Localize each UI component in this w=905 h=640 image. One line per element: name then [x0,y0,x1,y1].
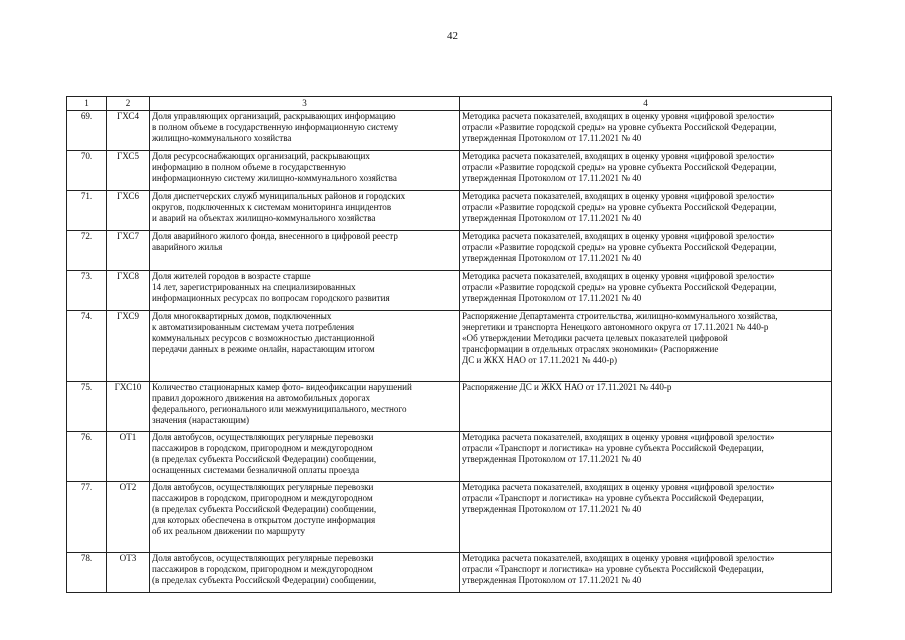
description-line: коммунальных ресурсов с возможностью дистанционной [152,333,375,344]
description-line: для которых обеспечена в открытом доступе информация [152,515,376,526]
methodology-line: отрасли «Транспорт и логистика» на уровне субъекта Российской Федерации, [462,564,764,575]
description-line: пассажиров в городском, пригородном и междугородном [152,443,373,454]
description-line: Доля многоквартирных домов, подключенных [152,311,332,321]
methodology-line: Методика расчета показателей, входящих в оценку уровня «цифровой зрелости» [462,482,775,492]
indicator-description [150,311,460,382]
methodology-line: отрасли «Развитие городской среды» на уровне субъекта Российской Федерации, [462,282,777,293]
description-line: и аварий на объектах жилищно-коммунального хозяйства [152,213,376,224]
methodology-line: утвержденная Протоколом от 17.11.2021 № 40 [462,454,642,465]
row-number: 72. [67,231,107,271]
methodology-line: отрасли «Развитие городской среды» на уровне субъекта Российской Федерации, [462,122,777,133]
methodology-reference [460,271,832,311]
methodology-line: Распоряжение Департамента строительства, жилищно-коммунального хозяйства, [462,311,778,321]
description-line: Доля ресурсоснабжающих организаций, раскрывающих [152,151,370,161]
row-number: 74. [67,311,107,382]
row-number: 78. [67,553,107,593]
methodology-line: утвержденная Протоколом от 17.11.2021 № 40 [462,575,642,586]
description-line: об их реальном движении по маршруту [152,526,306,537]
description-line: Доля диспетчерских служб муниципальных районов и городских [152,191,406,201]
description-line: Доля управляющих организаций, раскрывающих информацию [152,111,396,121]
description-line: Доля автобусов, осуществляющих регулярные перевозки [152,432,374,442]
methodology-line: энергетики и транспорта Ненецкого автономного округа от 17.11.2021 № 440-р [462,322,769,333]
table-row [67,311,832,382]
methodology-reference [460,111,832,151]
indicator-code: ГХС9 [107,311,150,382]
table-body [67,111,832,593]
description-line: 14 лет, зарегистрированных на специализированных [152,282,356,293]
methodology-reference [460,191,832,231]
row-number: 73. [67,271,107,311]
indicator-description [150,111,460,151]
description-line: пассажиров в городском, пригородном и междугородном [152,564,373,575]
methodology-line: трансформации в отдельных отраслях экономики» (Распоряжение [462,344,719,355]
methodology-line: утвержденная Протоколом от 17.11.2021 № 40 [462,173,642,184]
methodology-line: Методика расчета показателей, входящих в оценку уровня «цифровой зрелости» [462,231,775,241]
header-col-3: 3 [150,97,460,111]
indicator-description [150,151,460,191]
table-row [67,432,832,482]
methodology-reference [460,151,832,191]
table-row [67,191,832,231]
table-row [67,231,832,271]
header-col-4: 4 [460,97,832,111]
indicator-code: ГХС4 [107,111,150,151]
methodology-line: отрасли «Транспорт и логистика» на уровне субъекта Российской Федерации, [462,493,764,504]
methodology-line: утвержденная Протоколом от 17.11.2021 № 40 [462,253,642,264]
description-line: информацию в полном объеме в государственную [152,162,346,173]
methodology-line: утвержденная Протоколом от 17.11.2021 № 40 [462,293,642,304]
methodology-line: отрасли «Развитие городской среды» на уровне субъекта Российской Федерации, [462,242,777,253]
indicator-code: ОТ3 [107,553,150,593]
methodology-line: отрасли «Развитие городской среды» на уровне субъекта Российской Федерации, [462,162,777,173]
indicator-code: ГХС7 [107,231,150,271]
description-line: (в пределах субъекта Российской Федерации) сообщении, [152,504,377,515]
table-row [67,482,832,553]
indicator-code: ГХС10 [107,382,150,432]
description-line: (в пределах субъекта Российской Федерации) сообщении, [152,454,377,465]
indicator-description [150,432,460,482]
description-line: жилищно-коммунального хозяйства [152,133,292,144]
description-line: правил дорожного движения на автомобильных дорогах [152,393,371,404]
description-line: значения (нарастающим) [152,415,250,426]
methodology-line: Распоряжение ДС и ЖКХ НАО от 17.11.2021 № 440-р [462,382,672,392]
methodology-line: отрасли «Транспорт и логистика» на уровне субъекта Российской Федерации, [462,443,764,454]
indicator-table [66,96,832,593]
methodology-line: Методика расчета показателей, входящих в оценку уровня «цифровой зрелости» [462,271,775,281]
indicator-description [150,271,460,311]
description-line: информационных ресурсах по вопросам городского развития [152,293,390,304]
table-row [67,553,832,593]
methodology-reference [460,553,832,593]
description-line: Количество стационарных камер фото- видеофиксации нарушений [152,382,412,392]
methodology-line: утвержденная Протоколом от 17.11.2021 № 40 [462,213,642,224]
indicator-description [150,231,460,271]
row-number: 70. [67,151,107,191]
row-number: 69. [67,111,107,151]
row-number: 77. [67,482,107,553]
methodology-line: Методика расчета показателей, входящих в оценку уровня «цифровой зрелости» [462,191,775,201]
description-line: к автоматизированным системам учета потребления [152,322,355,333]
description-line: аварийного жилья [152,242,223,253]
indicator-description [150,482,460,553]
methodology-reference [460,432,832,482]
description-line: Доля аварийного жилого фонда, внесенного в цифровой реестр [152,231,398,241]
methodology-line: Методика расчета показателей, входящих в оценку уровня «цифровой зрелости» [462,111,775,121]
table-row [67,111,832,151]
row-number: 71. [67,191,107,231]
methodology-reference [460,382,832,432]
indicator-code: ГХС5 [107,151,150,191]
table-row [67,271,832,311]
description-line: (в пределах субъекта Российской Федерации) сообщении, [152,575,377,586]
table-row [67,151,832,191]
methodology-line: утвержденная Протоколом от 17.11.2021 № 40 [462,133,642,144]
indicator-code: ОТ1 [107,432,150,482]
methodology-line: Методика расчета показателей, входящих в оценку уровня «цифровой зрелости» [462,432,775,442]
description-line: пассажиров в городском, пригородном и междугородном [152,493,373,504]
methodology-reference [460,311,832,382]
description-line: федерального, регионального или межмуниципального, местного [152,404,407,415]
header-col-1: 1 [67,97,107,111]
indicator-code: ГХС6 [107,191,150,231]
methodology-line: Методика расчета показателей, входящих в оценку уровня «цифровой зрелости» [462,553,775,563]
description-line: округов, подключенных к системам мониторинга инцидентов [152,202,392,213]
description-line: информационную систему жилищно-коммунального хозяйства [152,173,397,184]
methodology-reference [460,482,832,553]
indicator-description [150,553,460,593]
indicator-description [150,382,460,432]
description-line: Доля автобусов, осуществляющих регулярные перевозки [152,482,374,492]
description-line: Доля автобусов, осуществляющих регулярные перевозки [152,553,374,563]
header-col-2: 2 [107,97,150,111]
methodology-reference [460,231,832,271]
methodology-line: ДС и ЖКХ НАО от 17.11.2021 № 440-р) [462,355,617,366]
description-line: оснащенных системами безналичной оплаты проезда [152,465,360,476]
indicator-description [150,191,460,231]
indicator-code: ОТ2 [107,482,150,553]
page-number: 42 [447,30,458,42]
row-number: 75. [67,382,107,432]
methodology-line: утвержденная Протоколом от 17.11.2021 № 40 [462,504,642,515]
description-line: Доля жителей городов в возрасте старше [152,271,311,281]
header-row [67,97,832,111]
indicator-code: ГХС8 [107,271,150,311]
description-line: передачи данных в режиме онлайн, нарастающим итогом [152,344,375,355]
table-row [67,382,832,432]
row-number: 76. [67,432,107,482]
methodology-line: отрасли «Развитие городской среды» на уровне субъекта Российской Федерации, [462,202,777,213]
methodology-line: Методика расчета показателей, входящих в оценку уровня «цифровой зрелости» [462,151,775,161]
methodology-line: «Об утверждении Методики расчета целевых показателей цифровой [462,333,728,344]
description-line: в полном объеме в государственную информационную систему [152,122,399,133]
